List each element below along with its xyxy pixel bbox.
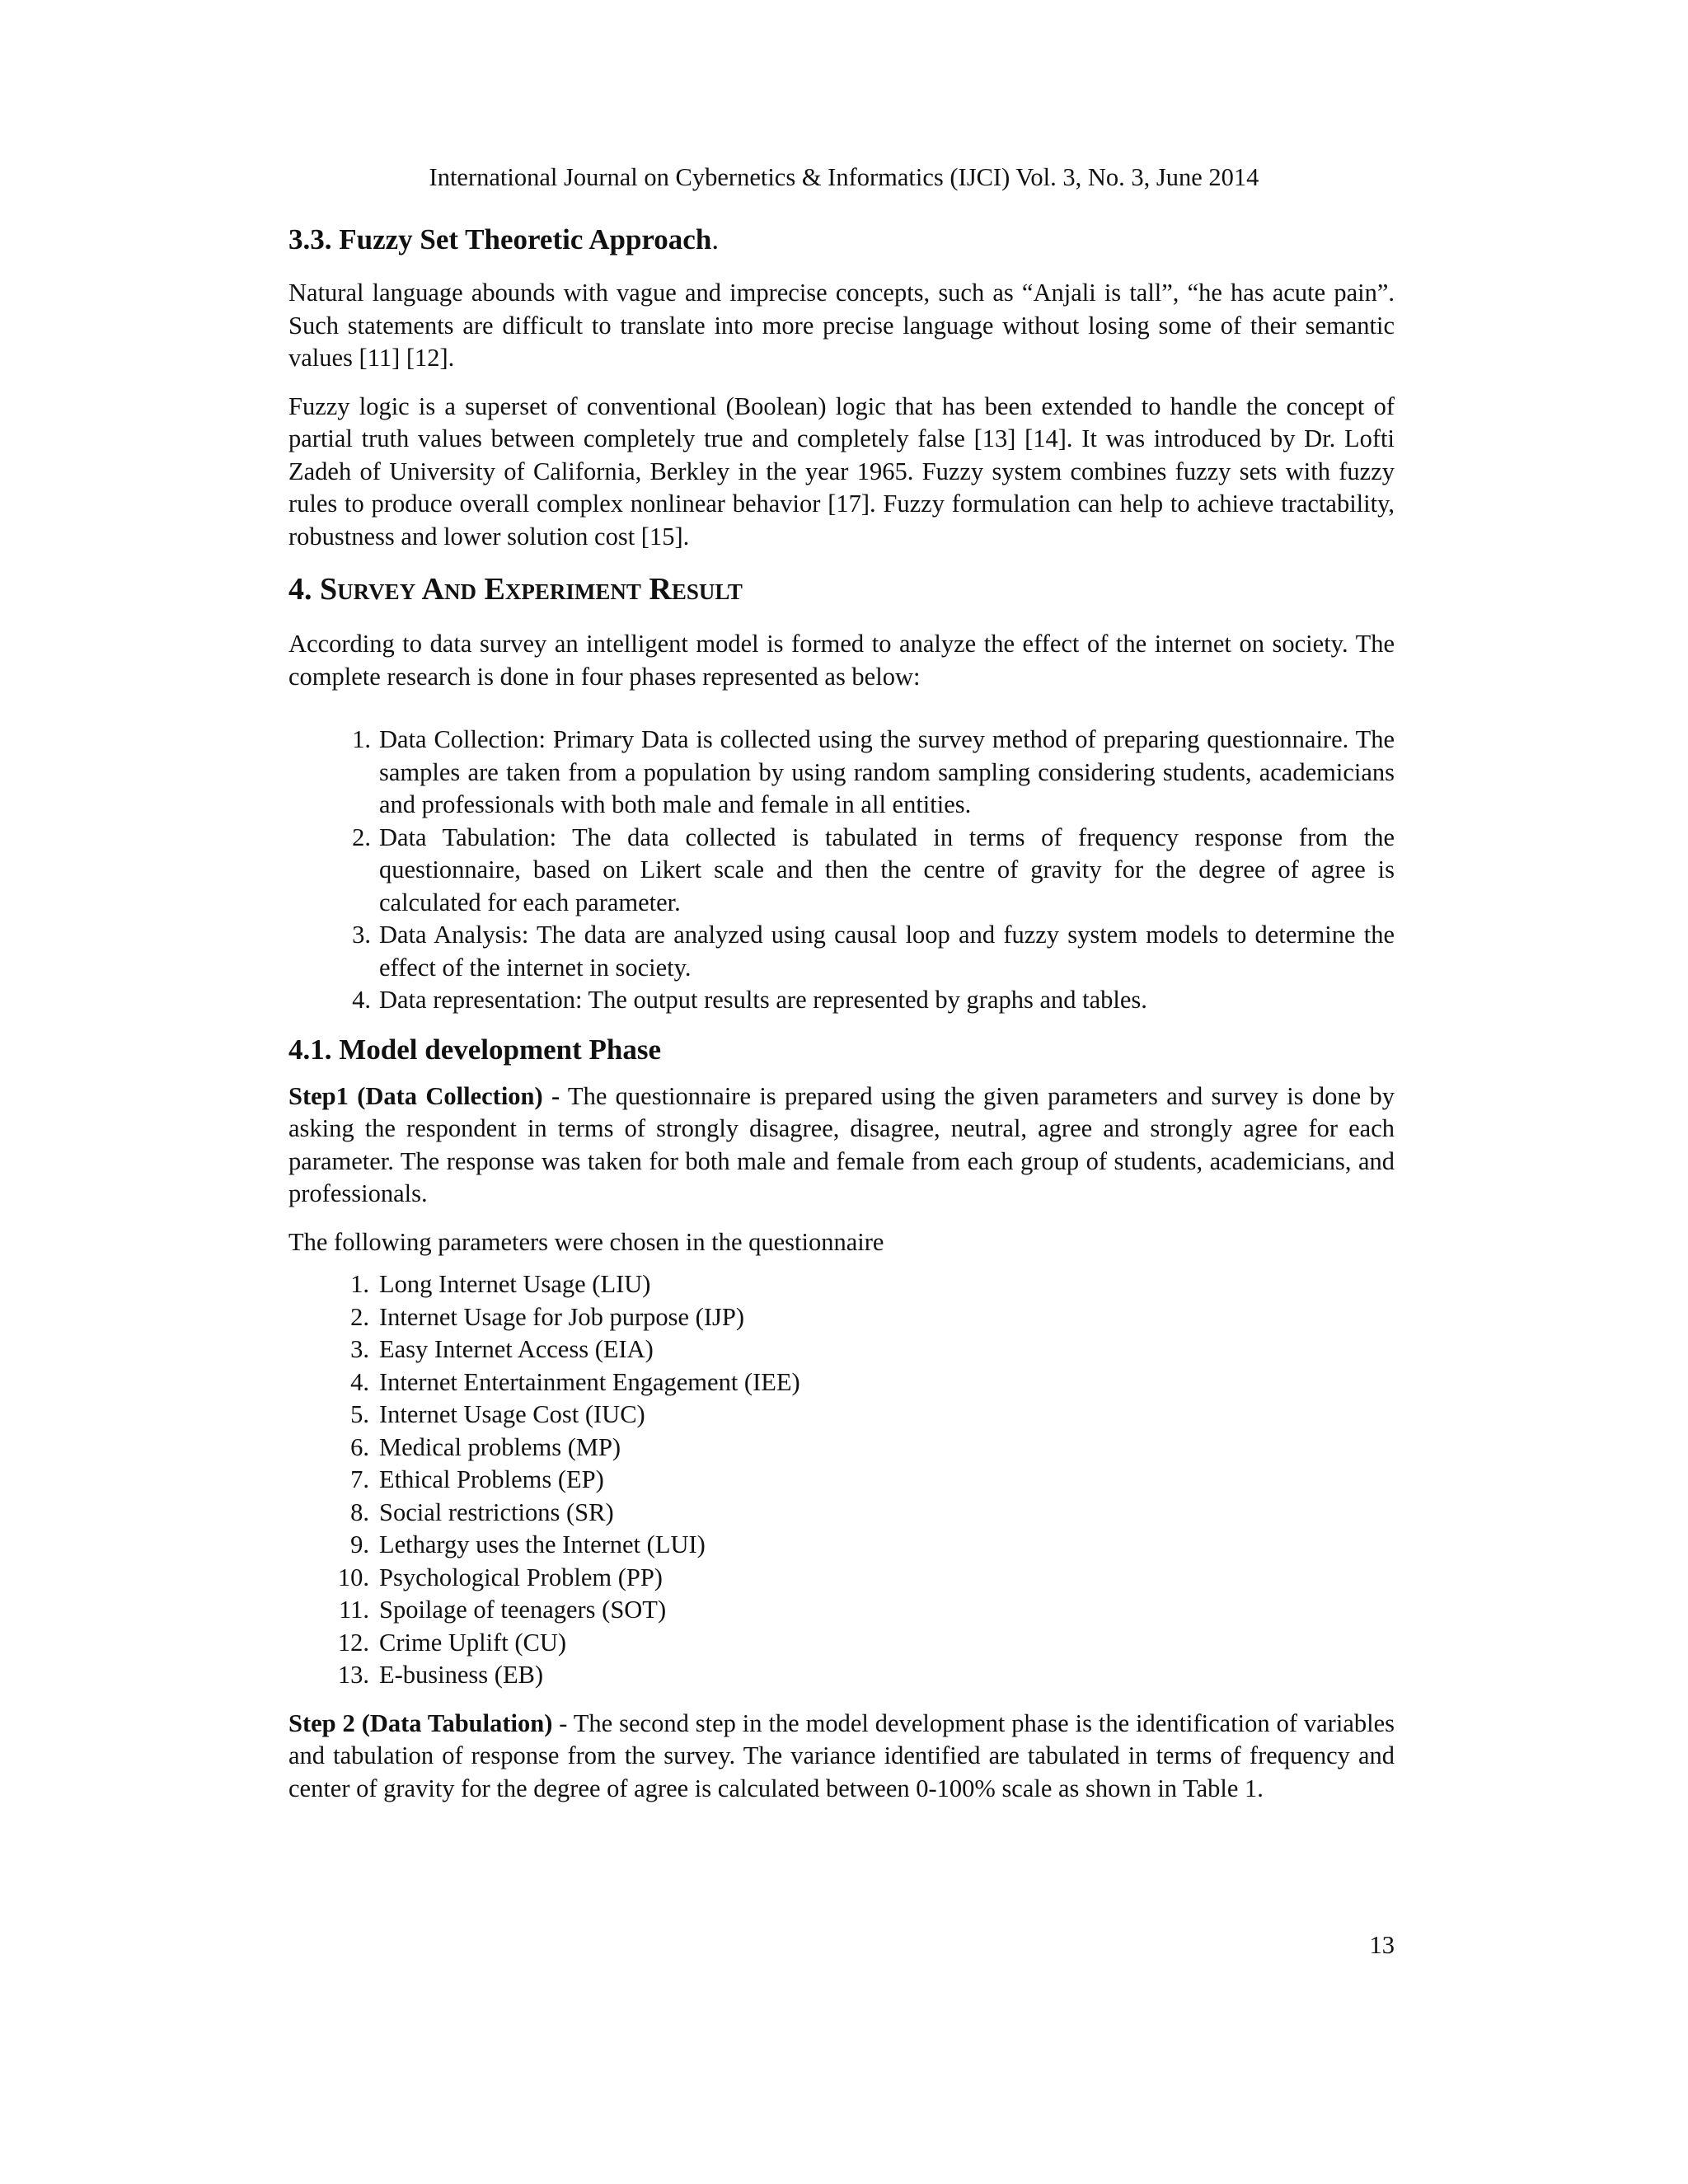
paragraph-params-intro: The following parameters were chosen in the questionnaire	[288, 1227, 884, 1256]
list-item-text: Data Analysis: The data are analyzed using causal loop and fuzzy system models to determine the effect of the internet in society.	[379, 921, 1395, 982]
list-item	[288, 1301, 1395, 1334]
page-number: 13	[1369, 1931, 1395, 1959]
section-4-title: Survey And Experiment Result	[320, 572, 743, 607]
list-item-text: Internet Entertainment Engagement (IEE)	[379, 1367, 800, 1396]
list-item-number: 1.	[352, 725, 371, 753]
list-item-text: Easy Internet Access (EIA)	[379, 1335, 654, 1363]
list-item	[288, 822, 1395, 920]
list-item-number: 1.	[350, 1270, 369, 1298]
list-item	[288, 1333, 1395, 1366]
running-header: International Journal on Cybernetics & Informatics (IJCI) Vol. 3, No. 3, June 2014	[429, 163, 1259, 191]
list-item-number: 11.	[339, 1596, 369, 1624]
list-item-text: E-business (EB)	[379, 1661, 544, 1689]
list-item	[288, 1529, 1395, 1562]
list-item-text: Spoilage of teenagers (SOT)	[379, 1596, 667, 1624]
list-item-number: 9.	[350, 1530, 369, 1558]
list-item-number: 8.	[350, 1497, 369, 1526]
section-3-3-heading	[288, 221, 1395, 259]
list-item-text: Psychological Problem (PP)	[379, 1563, 663, 1591]
section-3-3-heading-tail: .	[711, 223, 720, 255]
parameters-list	[288, 1268, 1395, 1692]
list-item	[288, 1432, 1395, 1465]
list-item-text: Data Tabulation: The data collected is tabulated in terms of frequency response from the questionnaire, based on Likert scale and then the centre of gravity for the degree of agree is calculated for each parameter.	[379, 823, 1395, 916]
step1-label: Step1 (Data Collection) -	[288, 1081, 560, 1110]
list-item	[288, 1627, 1395, 1660]
list-item-text: Ethical Problems (EP)	[379, 1465, 604, 1493]
list-item-text: Crime Uplift (CU)	[379, 1628, 567, 1657]
paragraph-fuzzy-intro: Natural language abounds with vague and imprecise concepts, such as “Anjali is tall”, “he has acute pain”. Such statements are difficult to translate into more precise language without losing some of their semantic values [11] [12].	[288, 279, 1395, 372]
step1-text: The questionnaire is prepared using the given parameters and survey is done by asking the respondent in terms of strongly disagree, disagree, neutral, agree and strongly agree for each parameter. The response was taken for both male and female from each group of students, academicians, and professionals.	[288, 1081, 1395, 1207]
section-4-1-heading: 4.1. Model development Phase	[288, 1033, 662, 1066]
list-item-text: Internet Usage for Job purpose (IJP)	[379, 1302, 744, 1331]
section-4-heading	[288, 569, 1395, 610]
list-item-text: Internet Usage Cost (IUC)	[379, 1400, 645, 1428]
list-item-text: Social restrictions (SR)	[379, 1497, 614, 1526]
list-item	[288, 724, 1395, 822]
list-item-number: 3.	[352, 921, 371, 949]
list-item-number: 13.	[337, 1661, 369, 1689]
list-item	[288, 1464, 1395, 1497]
list-item-number: 10.	[337, 1563, 369, 1591]
list-item-text: Data Collection: Primary Data is collected using the survey method of preparing questionnaire. The samples are taken from a population by using random sampling considering students, academicians and professionals with both male and female in all entities.	[379, 725, 1395, 818]
list-item-text: Medical problems (MP)	[379, 1432, 621, 1461]
list-item-text: Long Internet Usage (LIU)	[379, 1270, 651, 1298]
paragraph-survey-intro: According to data survey an intelligent model is formed to analyze the effect of the internet on society. The complete research is done in four phases represented as below:	[288, 630, 1395, 691]
list-item-number: 6.	[350, 1432, 369, 1461]
paragraph-step1	[288, 1080, 1395, 1211]
list-item-number: 7.	[350, 1465, 369, 1493]
list-item	[288, 1562, 1395, 1595]
list-item-number: 4.	[350, 1367, 369, 1396]
list-item-number: 5.	[350, 1400, 369, 1428]
list-item-text: Data representation: The output results are represented by graphs and tables.	[379, 986, 1147, 1014]
list-item	[288, 984, 1395, 1017]
section-4-number: 4.	[288, 572, 312, 607]
list-item	[288, 919, 1395, 984]
step2-label: Step 2 (Data Tabulation)	[288, 1708, 553, 1737]
paragraph-fuzzy-logic: Fuzzy logic is a superset of conventional (Boolean) logic that has been extended to handle the concept of partial truth values between completely true and completely false [13] [14]. It was introduced by Dr. Lofti Zadeh of University of California, Berkley in the year 1965. Fuzzy system combines fuzzy sets with fuzzy rules to produce overall complex nonlinear behavior [17]. Fuzzy formulation can help to achieve tractability, robustness and lower solution cost [15].	[288, 391, 1395, 551]
step2-text: - The second step in the model development phase is the identification of variables and tabulation of response from the survey. The variance identified are tabulated in terms of frequency and center of gravity for the degree of agree is calculated between 0-100% scale as shown in Table 1.	[288, 1708, 1395, 1802]
list-item-number: 2.	[352, 823, 371, 851]
paragraph-step2	[288, 1708, 1395, 1806]
section-3-3-heading-text: 3.3. Fuzzy Set Theoretic Approach	[288, 223, 712, 255]
list-item	[288, 1399, 1395, 1432]
page-body	[288, 221, 1395, 1821]
list-item	[288, 1268, 1395, 1301]
list-item-number: 2.	[350, 1302, 369, 1331]
list-item-number: 3.	[350, 1335, 369, 1363]
list-item-text: Lethargy uses the Internet (LUI)	[379, 1530, 706, 1558]
list-item	[288, 1594, 1395, 1627]
phases-list	[288, 724, 1395, 1017]
list-item	[288, 1497, 1395, 1530]
list-item-number: 12.	[337, 1628, 369, 1657]
list-item	[288, 1659, 1395, 1692]
list-item	[288, 1366, 1395, 1399]
list-item-number: 4.	[352, 986, 371, 1014]
